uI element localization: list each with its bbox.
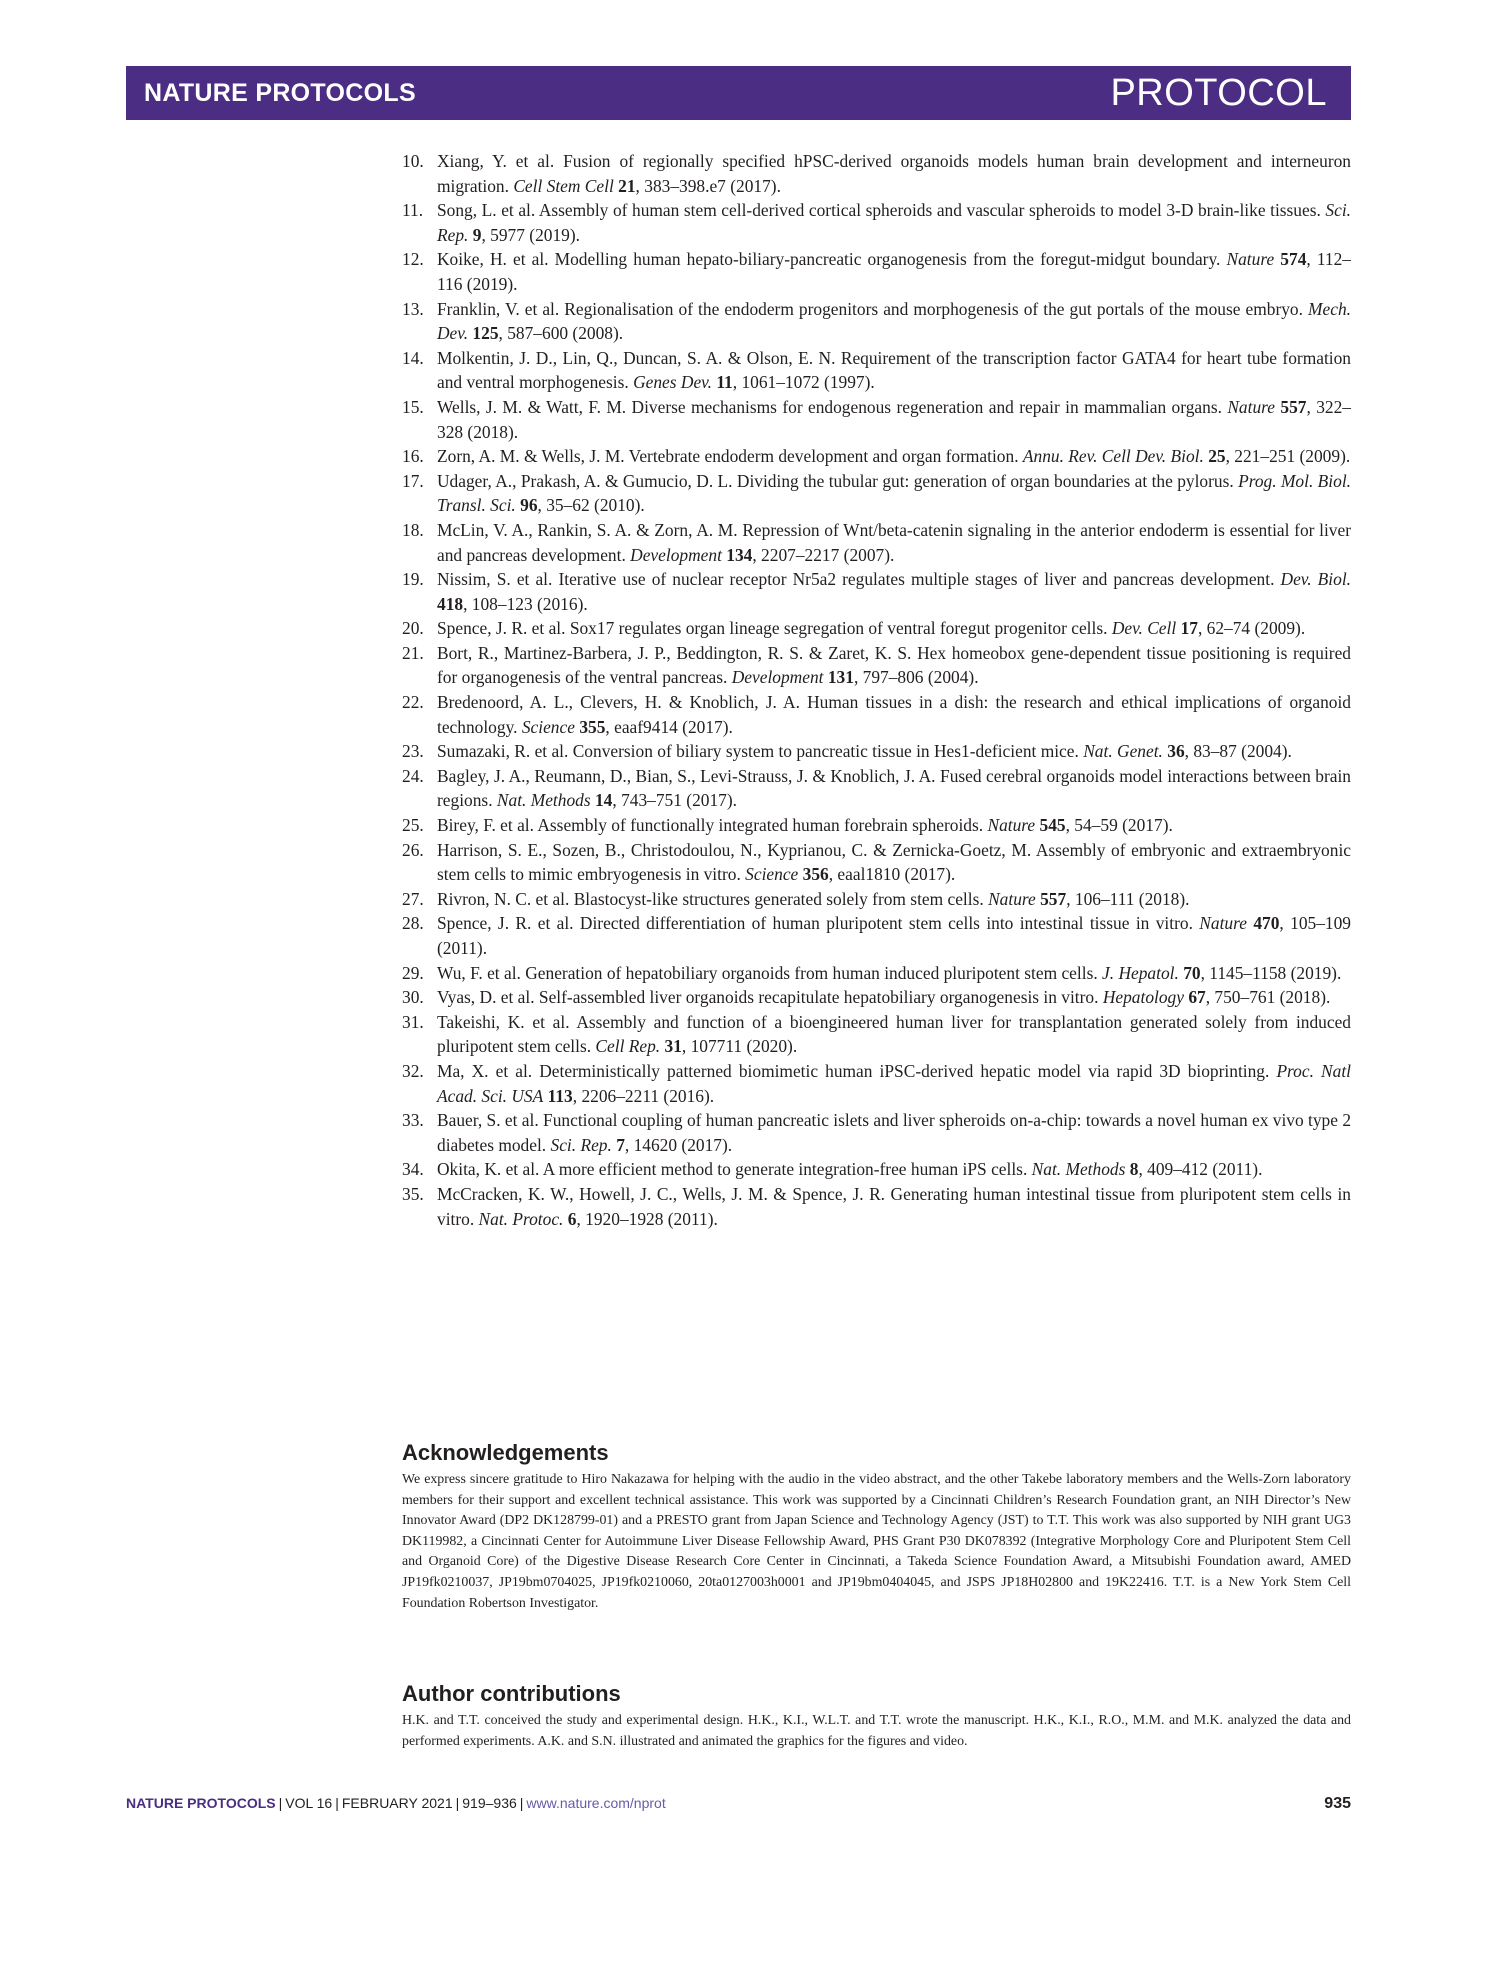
reference-fragment: Nissim, S. et al. Iterative use of nuclear receptor Nr5a2 regulates multiple stages of liver and pancreas development. xyxy=(437,569,1281,590)
reference-fragment: Xiang, Y. et al. Fusion of regionally specified hPSC-derived organoids models human brain development and interneuron migration. xyxy=(437,151,1351,196)
reference-fragment: Franklin, V. et al. Regionalisation of the endoderm progenitors and morphogenesis of the gut portals of the mouse embryo. xyxy=(437,298,1309,319)
reference-number: 17. xyxy=(402,470,424,491)
volume-number: 418 xyxy=(437,593,464,614)
author-contributions-heading: Author contributions xyxy=(402,1681,621,1706)
reference-fragment: Sumazaki, R. et al. Conversion of biliary system to pancreatic tissue in Hes1-deficient mice. xyxy=(437,741,1084,762)
reference-text xyxy=(437,813,1351,838)
journal-title: Dev. Biol. xyxy=(1280,569,1351,590)
reference-fragment: Spence, J. R. et al. Directed differentiation of human pluripotent stem cells into intestinal tissue in vitro. xyxy=(437,913,1200,934)
reference-text xyxy=(437,961,1351,986)
volume-number: 557 xyxy=(1040,888,1067,909)
reference-fragment: Koike, H. et al. Modelling human hepato-biliary-pancreatic organogenesis from the foregut-midgut boundary. xyxy=(437,249,1227,270)
reference-number: 16. xyxy=(402,446,424,467)
reference-fragment: , 1145–1158 (2019). xyxy=(1200,962,1342,983)
reference-item xyxy=(402,567,1351,616)
reference-fragment: , 797–806 (2004). xyxy=(853,667,979,688)
reference-fragment: , 108–123 (2016). xyxy=(463,593,588,614)
journal-title: Science xyxy=(745,864,799,885)
footer-url-link[interactable]: www.nature.com/nprot xyxy=(526,1795,666,1811)
reference-text xyxy=(437,887,1351,912)
journal-title: J. Hepatol. xyxy=(1102,962,1179,983)
reference-fragment: McLin, V. A., Rankin, S. A. & Zorn, A. M. Repression of Wnt/beta-catenin signaling in the anterior endoderm is essential for liver and pancreas development. xyxy=(437,519,1351,565)
reference-fragment: , 107711 (2020). xyxy=(681,1036,798,1057)
volume-number: 25 xyxy=(1208,446,1226,467)
reference-text xyxy=(437,1157,1351,1182)
journal-title: Development xyxy=(630,544,722,565)
journal-title: Development xyxy=(731,667,824,688)
reference-number: 30. xyxy=(402,987,424,1008)
journal-title: Sci. Rep. xyxy=(437,200,1351,245)
reference-fragment: , 2206–2211 (2016). xyxy=(572,1085,715,1106)
reference-text xyxy=(437,346,1351,395)
reference-number: 20. xyxy=(402,618,424,639)
volume-number: 355 xyxy=(579,716,606,737)
reference-fragment: Takeishi, K. et al. Assembly and function of a bioengineered human liver for transplantation generated solely from induced pluripotent stem cells. xyxy=(437,1011,1351,1057)
reference-number: 11. xyxy=(402,200,424,221)
reference-item xyxy=(402,764,1351,813)
volume-number: 545 xyxy=(1039,815,1066,836)
reference-fragment: Zorn, A. M. & Wells, J. M. Vertebrate endoderm development and organ formation. xyxy=(437,446,1023,467)
reference-number: 19. xyxy=(402,569,424,590)
reference-item xyxy=(402,247,1351,296)
reference-text xyxy=(437,641,1351,690)
reference-fragment: Bort, R., Martinez-Barbera, J. P., Beddington, R. S. & Zaret, K. S. Hex homeobox gene-dependent tissue positioning is required for organogenesis of the ventral pancreas. xyxy=(437,642,1351,688)
reference-fragment: Spence, J. R. et al. Sox17 regulates organ lineage segregation of ventral foregut progenitor cells. xyxy=(437,618,1112,639)
volume-number: 6 xyxy=(567,1208,577,1229)
reference-fragment: , 83–87 (2004). xyxy=(1184,741,1292,762)
journal-title: Hepatology xyxy=(1102,987,1184,1008)
reference-item xyxy=(402,518,1351,567)
reference-number: 23. xyxy=(402,741,424,762)
volume-number: 8 xyxy=(1129,1159,1139,1180)
reference-fragment: , 5977 (2019). xyxy=(481,224,580,245)
journal-title: Science xyxy=(521,716,575,737)
reference-text xyxy=(437,567,1351,616)
reference-number: 25. xyxy=(402,815,424,836)
reference-item xyxy=(402,616,1351,641)
reference-fragment: , 14620 (2017). xyxy=(624,1134,733,1155)
volume-number: 9 xyxy=(472,224,482,245)
volume-number: 70 xyxy=(1183,962,1201,983)
footer-volume: VOL 16 xyxy=(285,1795,333,1811)
reference-fragment: , 54–59 (2017). xyxy=(1065,815,1173,836)
reference-item xyxy=(402,985,1351,1010)
journal-title: Nat. Genet. xyxy=(1083,741,1163,762)
reference-item xyxy=(402,739,1351,764)
acknowledgements-text: We express sincere gratitude to Hiro Nakazawa for helping with the audio in the video abstract, and the other Takebe laboratory members and the Wells-Zorn laboratory members for their support and excellent technical assistance. This work was supported by a Cincinnati Children’s Research Foundation grant, an NIH Director’s New Innovator Award (DP2 DK128799-01) and a PRESTO grant from Japan Science and Technology Agency (JST) to T.T. This work was also supported by NIH grant UG3 DK119982, a Cincinnati Center for Autoimmune Liver Disease Fellowship Award, PHS Grant P30 DK078392 (Integrative Morphology Core and Pluripotent Stem Cell and Organoid Core) of the Digestive Disease Research Core Center in Cincinnati, a Takeda Science Foundation Award, a Mitsubishi Foundation award, AMED JP19fk0210037, JP19bm0704025, JP19fk0210060, 20ta0127003h0001 and JP19bm0404045, and JSPS JP18H02800 and 19K22416. T.T. is a New York Stem Cell Foundation Robertson Investigator. xyxy=(402,1472,1351,1611)
reference-item xyxy=(402,641,1351,690)
volume-number: 31 xyxy=(664,1036,682,1057)
reference-fragment: , 105–109 (2011). xyxy=(437,913,1352,958)
reference-text xyxy=(437,444,1351,469)
reference-number: 24. xyxy=(402,765,424,786)
reference-item xyxy=(402,149,1351,198)
reference-text xyxy=(437,247,1351,296)
reference-fragment: Birey, F. et al. Assembly of functionally integrated human forebrain spheroids. xyxy=(437,815,988,836)
reference-number: 33. xyxy=(402,1110,424,1131)
volume-number: 14 xyxy=(594,790,613,811)
reference-fragment: , eaal1810 (2017). xyxy=(828,864,956,885)
reference-fragment: Udager, A., Prakash, A. & Gumucio, D. L. Dividing the tubular gut: generation of organ boundaries at the pylorus. xyxy=(437,470,1239,491)
reference-fragment: , 221–251 (2009). xyxy=(1225,446,1351,467)
reference-number: 27. xyxy=(402,888,424,909)
reference-fragment: , eaaf9414 (2017). xyxy=(605,716,733,737)
reference-item xyxy=(402,1059,1351,1108)
journal-title: Cell Rep. xyxy=(595,1036,661,1057)
reference-fragment: , 1920–1928 (2011). xyxy=(576,1208,718,1229)
volume-number: 67 xyxy=(1188,987,1206,1008)
reference-fragment: Song, L. et al. Assembly of human stem cell-derived cortical spheroids and vascular spheroids to model 3-D brain-like tissues. xyxy=(437,200,1326,221)
journal-title: Nature xyxy=(987,815,1036,836)
reference-fragment: , 112–116 (2019). xyxy=(437,249,1351,294)
journal-name: NATURE PROTOCOLS xyxy=(144,78,416,107)
reference-text xyxy=(437,911,1351,960)
reference-text xyxy=(437,764,1351,813)
volume-number: 21 xyxy=(618,175,636,196)
reference-text xyxy=(437,838,1351,887)
reference-text xyxy=(437,690,1351,739)
reference-item xyxy=(402,1010,1351,1059)
article-type-label: PROTOCOL xyxy=(1110,71,1327,114)
reference-number: 10. xyxy=(402,151,424,171)
reference-number: 35. xyxy=(402,1183,424,1204)
reference-fragment: , 1061–1072 (1997). xyxy=(732,372,875,393)
reference-text xyxy=(437,469,1351,518)
reference-fragment: Bagley, J. A., Reumann, D., Bian, S., Levi-Strauss, J. & Knoblich, J. A. Fused cerebral organoids model interactions between brain regions. xyxy=(437,765,1351,811)
reference-number: 18. xyxy=(402,519,424,540)
reference-text xyxy=(437,616,1351,641)
volume-number: 17 xyxy=(1180,618,1198,639)
reference-item xyxy=(402,1157,1351,1182)
reference-fragment: Ma, X. et al. Deterministically patterned biomimetic human iPSC-derived hepatic model via rapid 3D bioprinting. xyxy=(437,1060,1277,1081)
journal-header-bar xyxy=(126,66,1351,120)
reference-fragment: , 62–74 (2009). xyxy=(1197,618,1306,639)
reference-number: 15. xyxy=(402,396,424,417)
reference-number: 21. xyxy=(402,642,424,663)
reference-number: 32. xyxy=(402,1060,424,1081)
acknowledgements-heading: Acknowledgements xyxy=(402,1440,609,1465)
journal-title: Nature xyxy=(988,888,1036,909)
reference-fragment: , 383–398.e7 (2017). xyxy=(635,175,781,196)
reference-fragment: Molkentin, J. D., Lin, Q., Duncan, S. A. & Olson, E. N. Requirement of the transcription factor GATA4 for heart tube formation and ventral morphogenesis. xyxy=(437,347,1351,393)
journal-title: Nature xyxy=(1226,249,1275,270)
reference-number: 29. xyxy=(402,962,424,983)
journal-title: Nat. Protoc. xyxy=(478,1208,564,1229)
reference-fragment: , 587–600 (2008). xyxy=(498,323,624,344)
reference-text xyxy=(437,1182,1351,1231)
reference-text xyxy=(437,1010,1351,1059)
reference-fragment: , 743–751 (2017). xyxy=(612,790,737,811)
reference-fragment: McCracken, K. W., Howell, J. C., Wells, J. M. & Spence, J. R. Generating human intestinal tissue from pluripotent stem cells in vitro. xyxy=(437,1183,1351,1229)
reference-fragment: , 322–328 (2018). xyxy=(437,396,1351,442)
journal-title: Proc. Natl Acad. Sci. USA xyxy=(437,1060,1351,1106)
reference-fragment: Harrison, S. E., Sozen, B., Christodoulou, N., Kyprianou, C. & Zernicka-Goetz, M. Assembly of embryonic and extraembryonic stem cells to mimic embryogenesis in vitro. xyxy=(437,839,1351,885)
volume-number: 7 xyxy=(616,1134,625,1155)
reference-item xyxy=(402,887,1351,912)
volume-number: 125 xyxy=(472,323,499,344)
volume-number: 36 xyxy=(1167,741,1185,762)
page-number: 935 xyxy=(1324,1795,1351,1812)
journal-title: Dev. Cell xyxy=(1111,618,1177,639)
volume-number: 557 xyxy=(1280,396,1307,417)
reference-number: 34. xyxy=(402,1159,424,1180)
reference-text xyxy=(437,518,1351,567)
reference-number: 31. xyxy=(402,1011,424,1032)
author-contributions-text: H.K. and T.T. conceived the study and experimental design. H.K., K.I., W.L.T. and T.T. wrote the manuscript. H.K., K.I., R.O., M.M. and M.K. analyzed the data and performed experiments. A.K. and S.N. illustrated and animated the graphics for the figures and video. xyxy=(402,1713,1351,1749)
reference-item xyxy=(402,444,1351,469)
reference-item xyxy=(402,198,1351,247)
reference-fragment: Bauer, S. et al. Functional coupling of human pancreatic islets and liver spheroids on-a-chip: towards a novel human ex vivo type 2 diabetes model. xyxy=(437,1110,1352,1155)
reference-fragment: Bredenoord, A. L., Clevers, H. & Knoblich, J. A. Human tissues in a dish: the research and ethical implications of organoid technology. xyxy=(437,692,1351,737)
reference-fragment: Okita, K. et al. A more efficient method to generate integration-free human iPS cells. xyxy=(437,1159,1032,1180)
journal-title: Nature xyxy=(1199,913,1247,934)
reference-item xyxy=(402,346,1351,395)
reference-item xyxy=(402,297,1351,346)
journal-title: Mech. Dev. xyxy=(437,298,1351,344)
reference-number: 14. xyxy=(402,347,424,368)
volume-number: 96 xyxy=(520,495,538,516)
reference-item xyxy=(402,838,1351,887)
reference-fragment: Wells, J. M. & Watt, F. M. Diverse mechanisms for endogenous regeneration and repair in mammalian organs. xyxy=(437,396,1228,417)
reference-fragment: , 409–412 (2011). xyxy=(1138,1159,1263,1180)
volume-number: 134 xyxy=(726,544,753,565)
reference-fragment: , 750–761 (2018). xyxy=(1205,987,1331,1008)
footer-journal: NATURE PROTOCOLS xyxy=(126,1795,276,1811)
reference-fragment: , 35–62 (2010). xyxy=(537,495,645,516)
reference-item xyxy=(402,469,1351,518)
reference-item xyxy=(402,961,1351,986)
journal-title: Nat. Methods xyxy=(1031,1159,1126,1180)
reference-text xyxy=(437,297,1351,346)
reference-item xyxy=(402,395,1351,444)
journal-title: Nat. Methods xyxy=(496,790,591,811)
reference-number: 26. xyxy=(402,839,424,860)
journal-title: Nature xyxy=(1227,396,1275,417)
reference-list xyxy=(402,149,1351,1231)
reference-text xyxy=(437,1059,1351,1108)
volume-number: 113 xyxy=(547,1085,573,1106)
page-footer xyxy=(126,1795,1351,1813)
journal-title: Genes Dev. xyxy=(633,372,712,393)
reference-number: 13. xyxy=(402,298,424,319)
volume-number: 131 xyxy=(827,667,854,688)
footer-citation: NATURE PROTOCOLS | VOL 16 | FEBRUARY 2021 | 919–936 | www.nature.com/nprot xyxy=(126,1795,666,1811)
volume-number: 356 xyxy=(802,864,829,885)
journal-title: Annu. Rev. Cell Dev. Biol. xyxy=(1022,446,1204,467)
volume-number: 574 xyxy=(1280,249,1307,270)
reference-item xyxy=(402,1108,1351,1157)
reference-item xyxy=(402,911,1351,960)
reference-item xyxy=(402,690,1351,739)
footer-pages: 919–936 xyxy=(462,1795,517,1811)
reference-text xyxy=(437,149,1351,198)
reference-number: 28. xyxy=(402,913,424,934)
reference-item xyxy=(402,813,1351,838)
reference-number: 22. xyxy=(402,692,424,713)
journal-title: Prog. Mol. Biol. Transl. Sci. xyxy=(437,470,1351,516)
reference-text xyxy=(437,985,1351,1010)
volume-number: 470 xyxy=(1253,913,1280,934)
reference-fragment: Vyas, D. et al. Self-assembled liver organoids recapitulate hepatobiliary organogenesis in vitro. xyxy=(437,987,1103,1008)
journal-title: Sci. Rep. xyxy=(550,1134,612,1155)
reference-fragment: Rivron, N. C. et al. Blastocyst-like structures generated solely from stem cells. xyxy=(437,888,989,909)
volume-number: 11 xyxy=(716,372,733,393)
reference-text xyxy=(437,1108,1351,1157)
footer-date: FEBRUARY 2021 xyxy=(341,1795,453,1811)
reference-text xyxy=(437,395,1351,444)
reference-fragment: Wu, F. et al. Generation of hepatobiliary organoids from human induced pluripotent stem cells. xyxy=(437,962,1103,983)
reference-fragment: , 106–111 (2018). xyxy=(1066,888,1190,909)
journal-title: Cell Stem Cell xyxy=(513,175,614,196)
reference-number: 12. xyxy=(402,249,424,270)
reference-text xyxy=(437,739,1351,764)
reference-text xyxy=(437,198,1351,247)
reference-item xyxy=(402,1182,1351,1231)
reference-fragment: , 2207–2217 (2007). xyxy=(752,544,895,565)
